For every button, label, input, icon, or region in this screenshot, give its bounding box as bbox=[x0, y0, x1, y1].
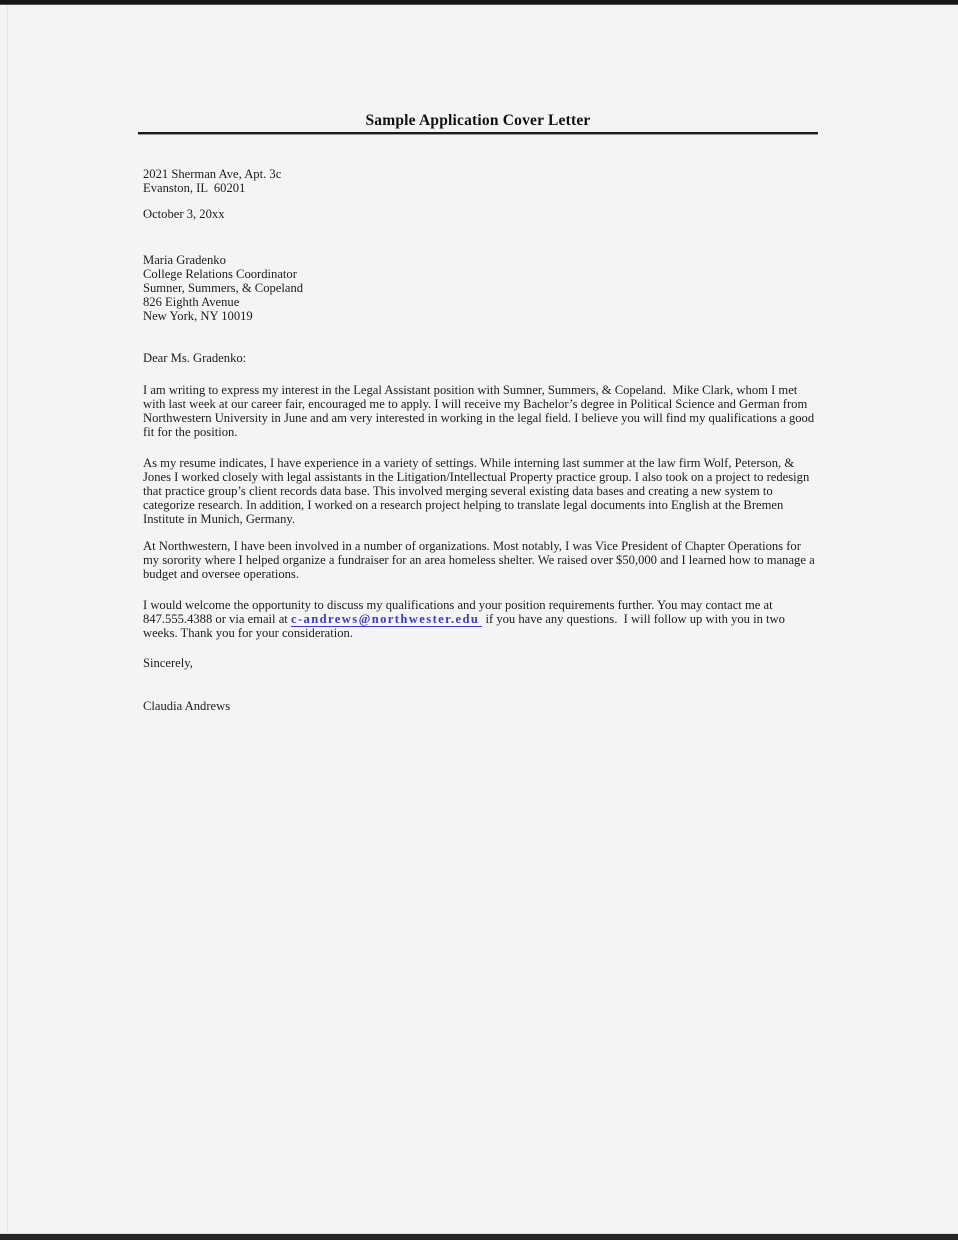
paragraph-4-text-before: I would welcome the opportunity to discuss my qualifications and your position requirements further. You may contact me at 847.555.4388 or via email at bbox=[143, 598, 776, 626]
recipient-city: New York, NY 10019 bbox=[143, 309, 253, 323]
page-left-edge bbox=[7, 5, 8, 1234]
paragraph-4-text-after: if you have any questions. I will follow up with you in two weeks. Thank you for your consideration. bbox=[143, 612, 789, 640]
letter-body bbox=[143, 167, 818, 713]
recipient-name: Maria Gradenko bbox=[143, 253, 226, 267]
recipient-title: College Relations Coordinator bbox=[143, 267, 297, 281]
email-link[interactable]: c-andrews@northwester.edu bbox=[291, 612, 482, 627]
body-paragraph-2: As my resume indicates, I have experience in a variety of settings. While interning last summer at the law firm Wolf, Peterson, & Jones I worked closely with legal assistants in the Litigation/Intellectual Property practice group. I also took on a project to redesign that practice group’s client records data base. This involved merging several existing data bases and creating a new system to categorize research. In addition, I worked on a research project helping to translate legal documents into English at the Bremen Institute in Munich, Germany. bbox=[143, 456, 813, 526]
sender-address-line: 2021 Sherman Ave, Apt. 3c bbox=[143, 167, 282, 181]
sender-address-line: Evanston, IL 60201 bbox=[143, 181, 246, 195]
closing: Sincerely, bbox=[143, 656, 193, 670]
salutation: Dear Ms. Gradenko: bbox=[143, 351, 247, 365]
sender-address bbox=[143, 167, 818, 195]
signature-name: Claudia Andrews bbox=[143, 699, 231, 713]
recipient-address bbox=[143, 253, 818, 323]
recipient-street: 826 Eighth Avenue bbox=[143, 295, 240, 309]
title-rule bbox=[138, 132, 818, 135]
body-paragraph-3: At Northwestern, I have been involved in a number of organizations. Most notably, I was Vice President of Chapter Operations for my sorority where I helped organize a fundraiser for an area homeless shelter. We raised over $50,000 and I learned how to manage a budget and oversee operations. bbox=[143, 539, 818, 581]
body-paragraph-1: I am writing to express my interest in the Legal Assistant position with Sumner, Summers, & Copeland. Mike Clark, whom I met with last week at our career fair, encouraged me to apply. I will receive my Bachelor’s degree in Political Science and German from Northwestern University in June and am very interested in working in the legal field. I believe you will find my qualifications a good fit for the position. bbox=[143, 383, 818, 439]
recipient-company: Sumner, Summers, & Copeland bbox=[143, 281, 304, 295]
cover-letter-document bbox=[138, 0, 818, 713]
page-title: Sample Application Cover Letter bbox=[365, 112, 591, 129]
page-bottom-edge bbox=[0, 1233, 958, 1240]
letter-date: October 3, 20xx bbox=[143, 207, 225, 221]
body-paragraph-4 bbox=[143, 598, 818, 640]
